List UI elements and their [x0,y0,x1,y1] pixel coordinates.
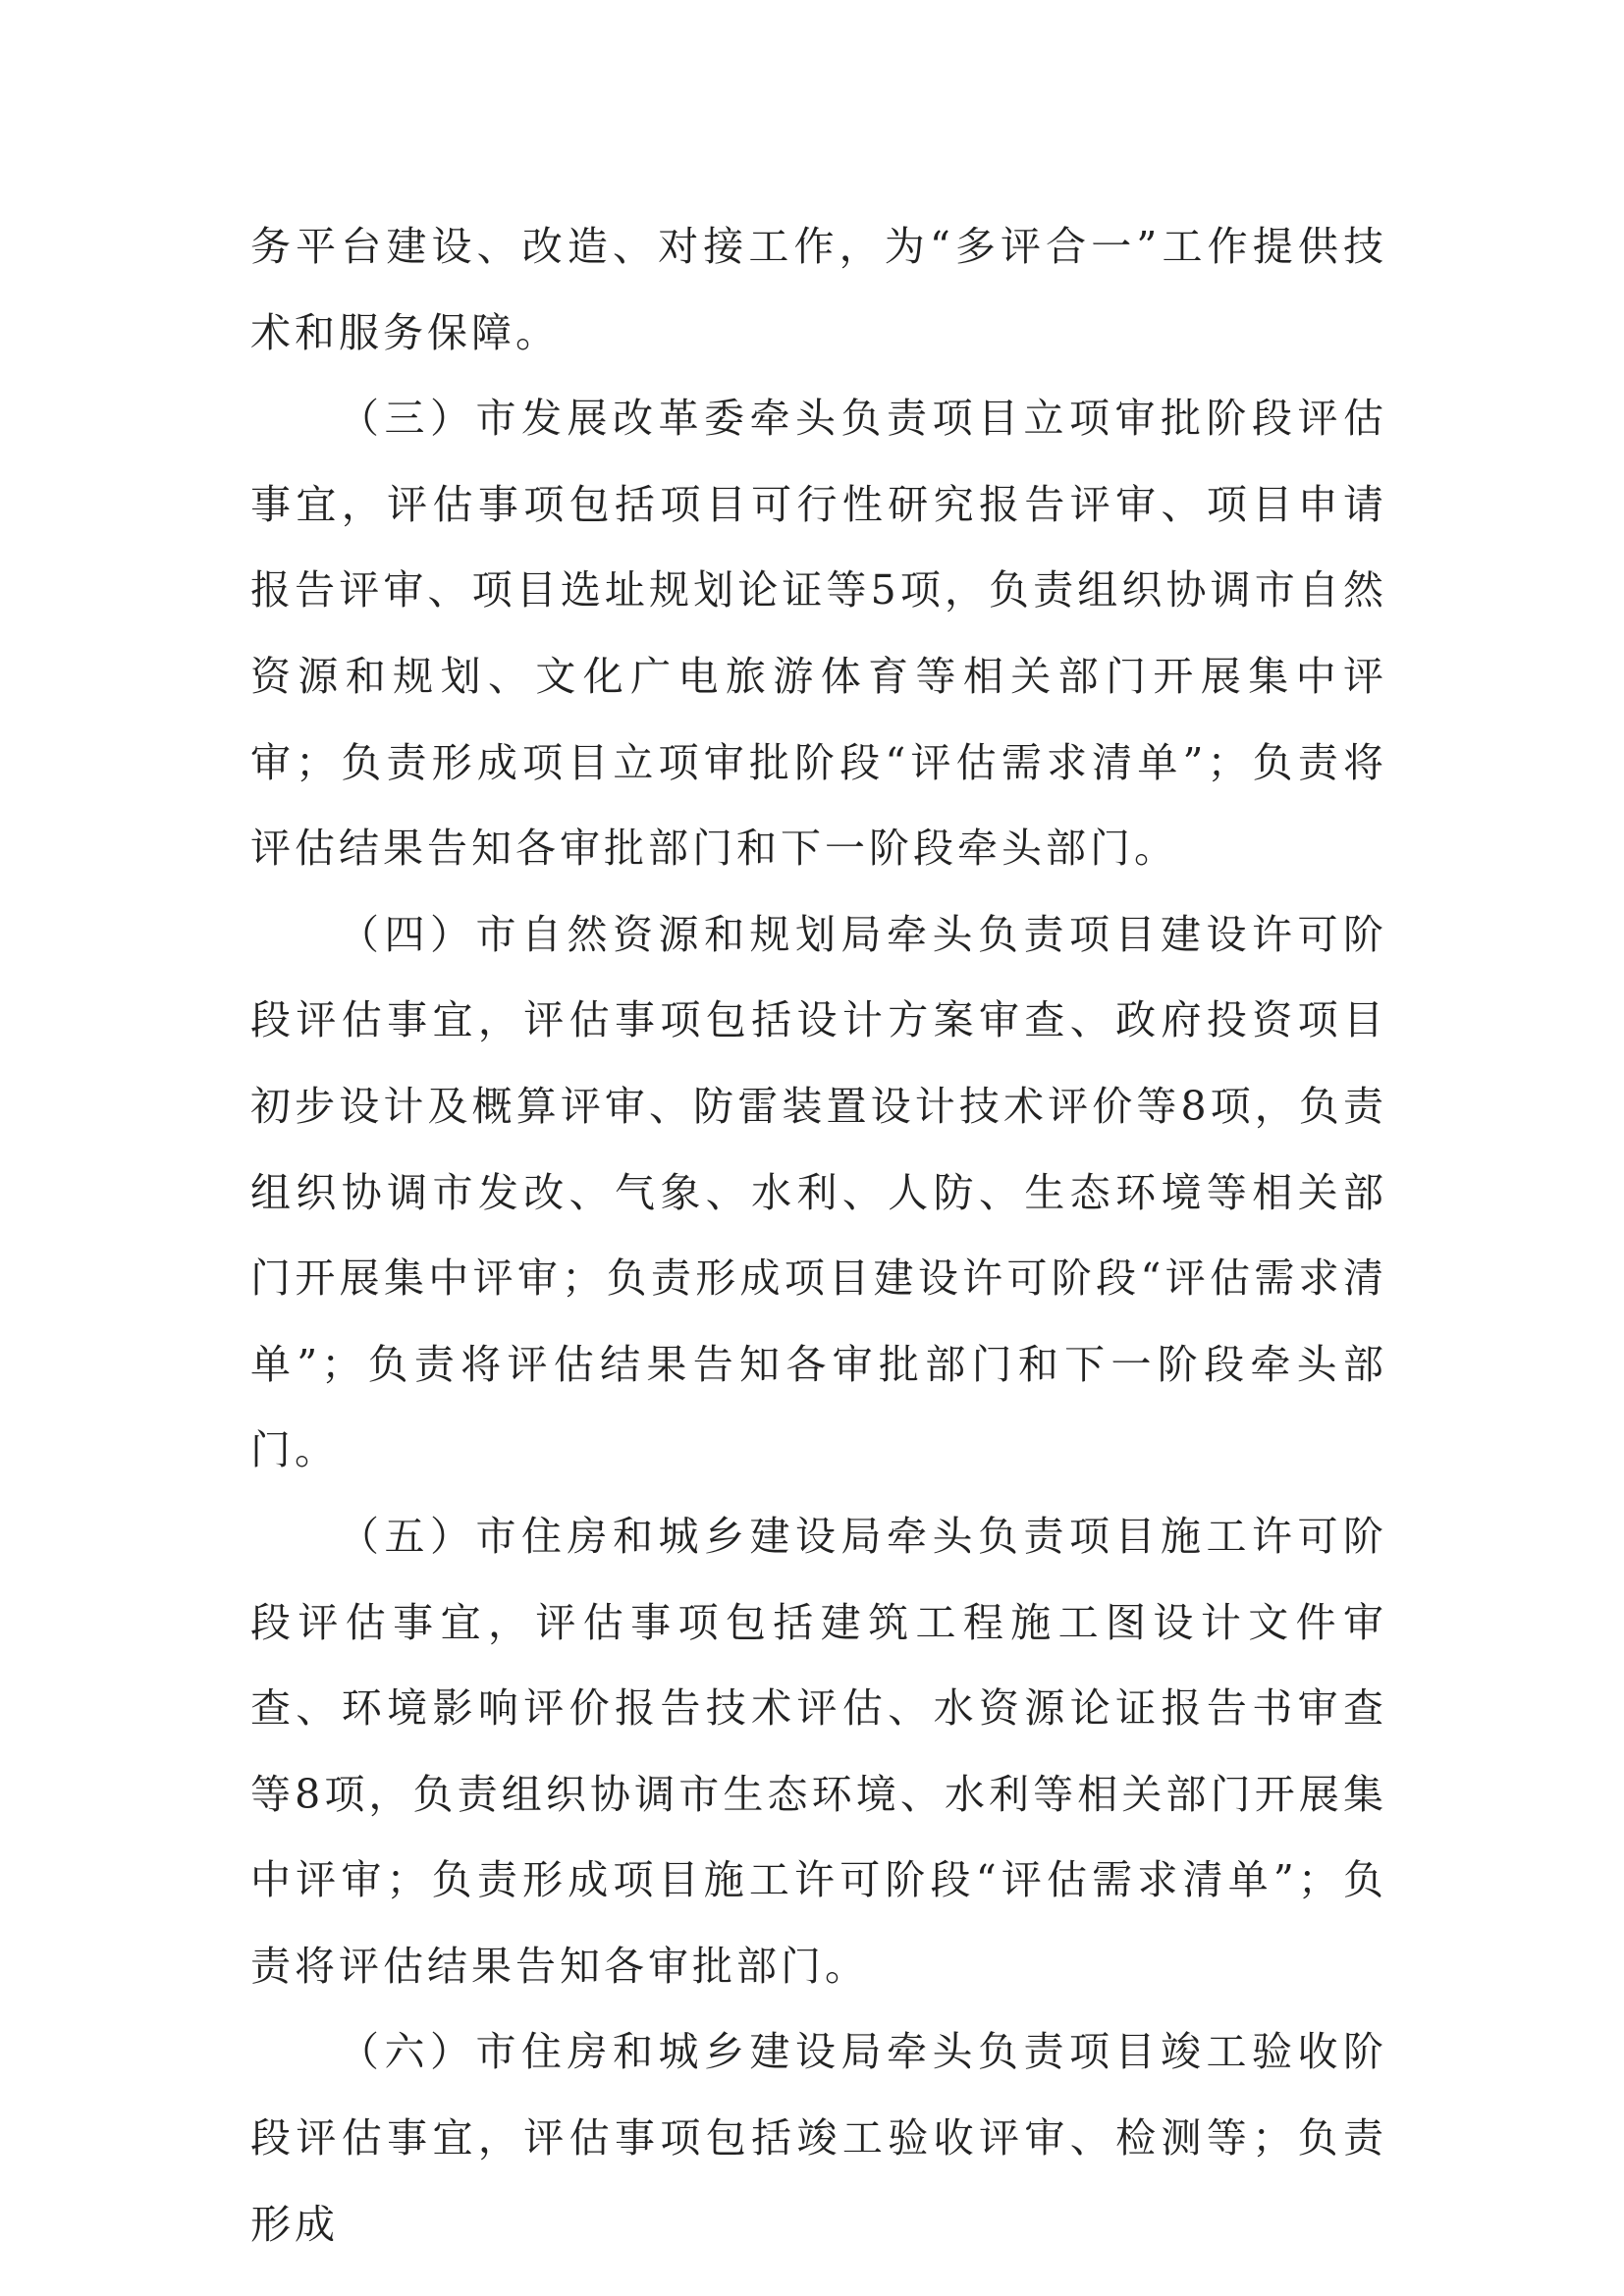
paragraph-section-6: （六）市住房和城乡建设局牵头负责项目竣工验收阶段评估事宜，评估事项包括竣工验收评审、检测等；负责形成 [250,2028,1387,2248]
document-body [250,204,1387,2268]
paragraph-section-4: （四）市自然资源和规划局牵头负责项目建设许可阶段评估事宜，评估事项包括设计方案审查、政府投资项目初步设计及概算评审、防雷装置设计技术评价等8项，负责组织协调市发改、气象、水利、人防、生态环境等相关部门开展集中评审；负责形成项目建设许可阶段“评估需求清单”；负责将评估结果告知各审批部门和下一阶段牵头部门。 [250,910,1387,1474]
paragraph-section-3: （三）市发展改革委牵头负责项目立项审批阶段评估事宜，评估事项包括项目可行性研究报告评审、项目申请报告评审、项目选址规划论证等5项，负责组织协调市自然资源和规划、文化广电旅游体育等相关部门开展集中评审；负责形成项目立项审批阶段“评估需求清单”；负责将评估结果告知各审批部门和下一阶段牵头部门。 [250,395,1387,873]
paragraph-section-5: （五）市住房和城乡建设局牵头负责项目施工许可阶段评估事宜，评估事项包括建筑工程施工图设计文件审查、环境影响评价报告技术评估、水资源论证报告书审查等8项，负责组织协调市生态环境、水利等相关部门开展集中评审；负责形成项目施工许可阶段“评估需求清单”；负责将评估结果告知各审批部门。 [250,1512,1387,1990]
paragraph-continuation: 务平台建设、改造、对接工作，为“多评合一”工作提供技术和服务保障。 [250,223,1387,356]
